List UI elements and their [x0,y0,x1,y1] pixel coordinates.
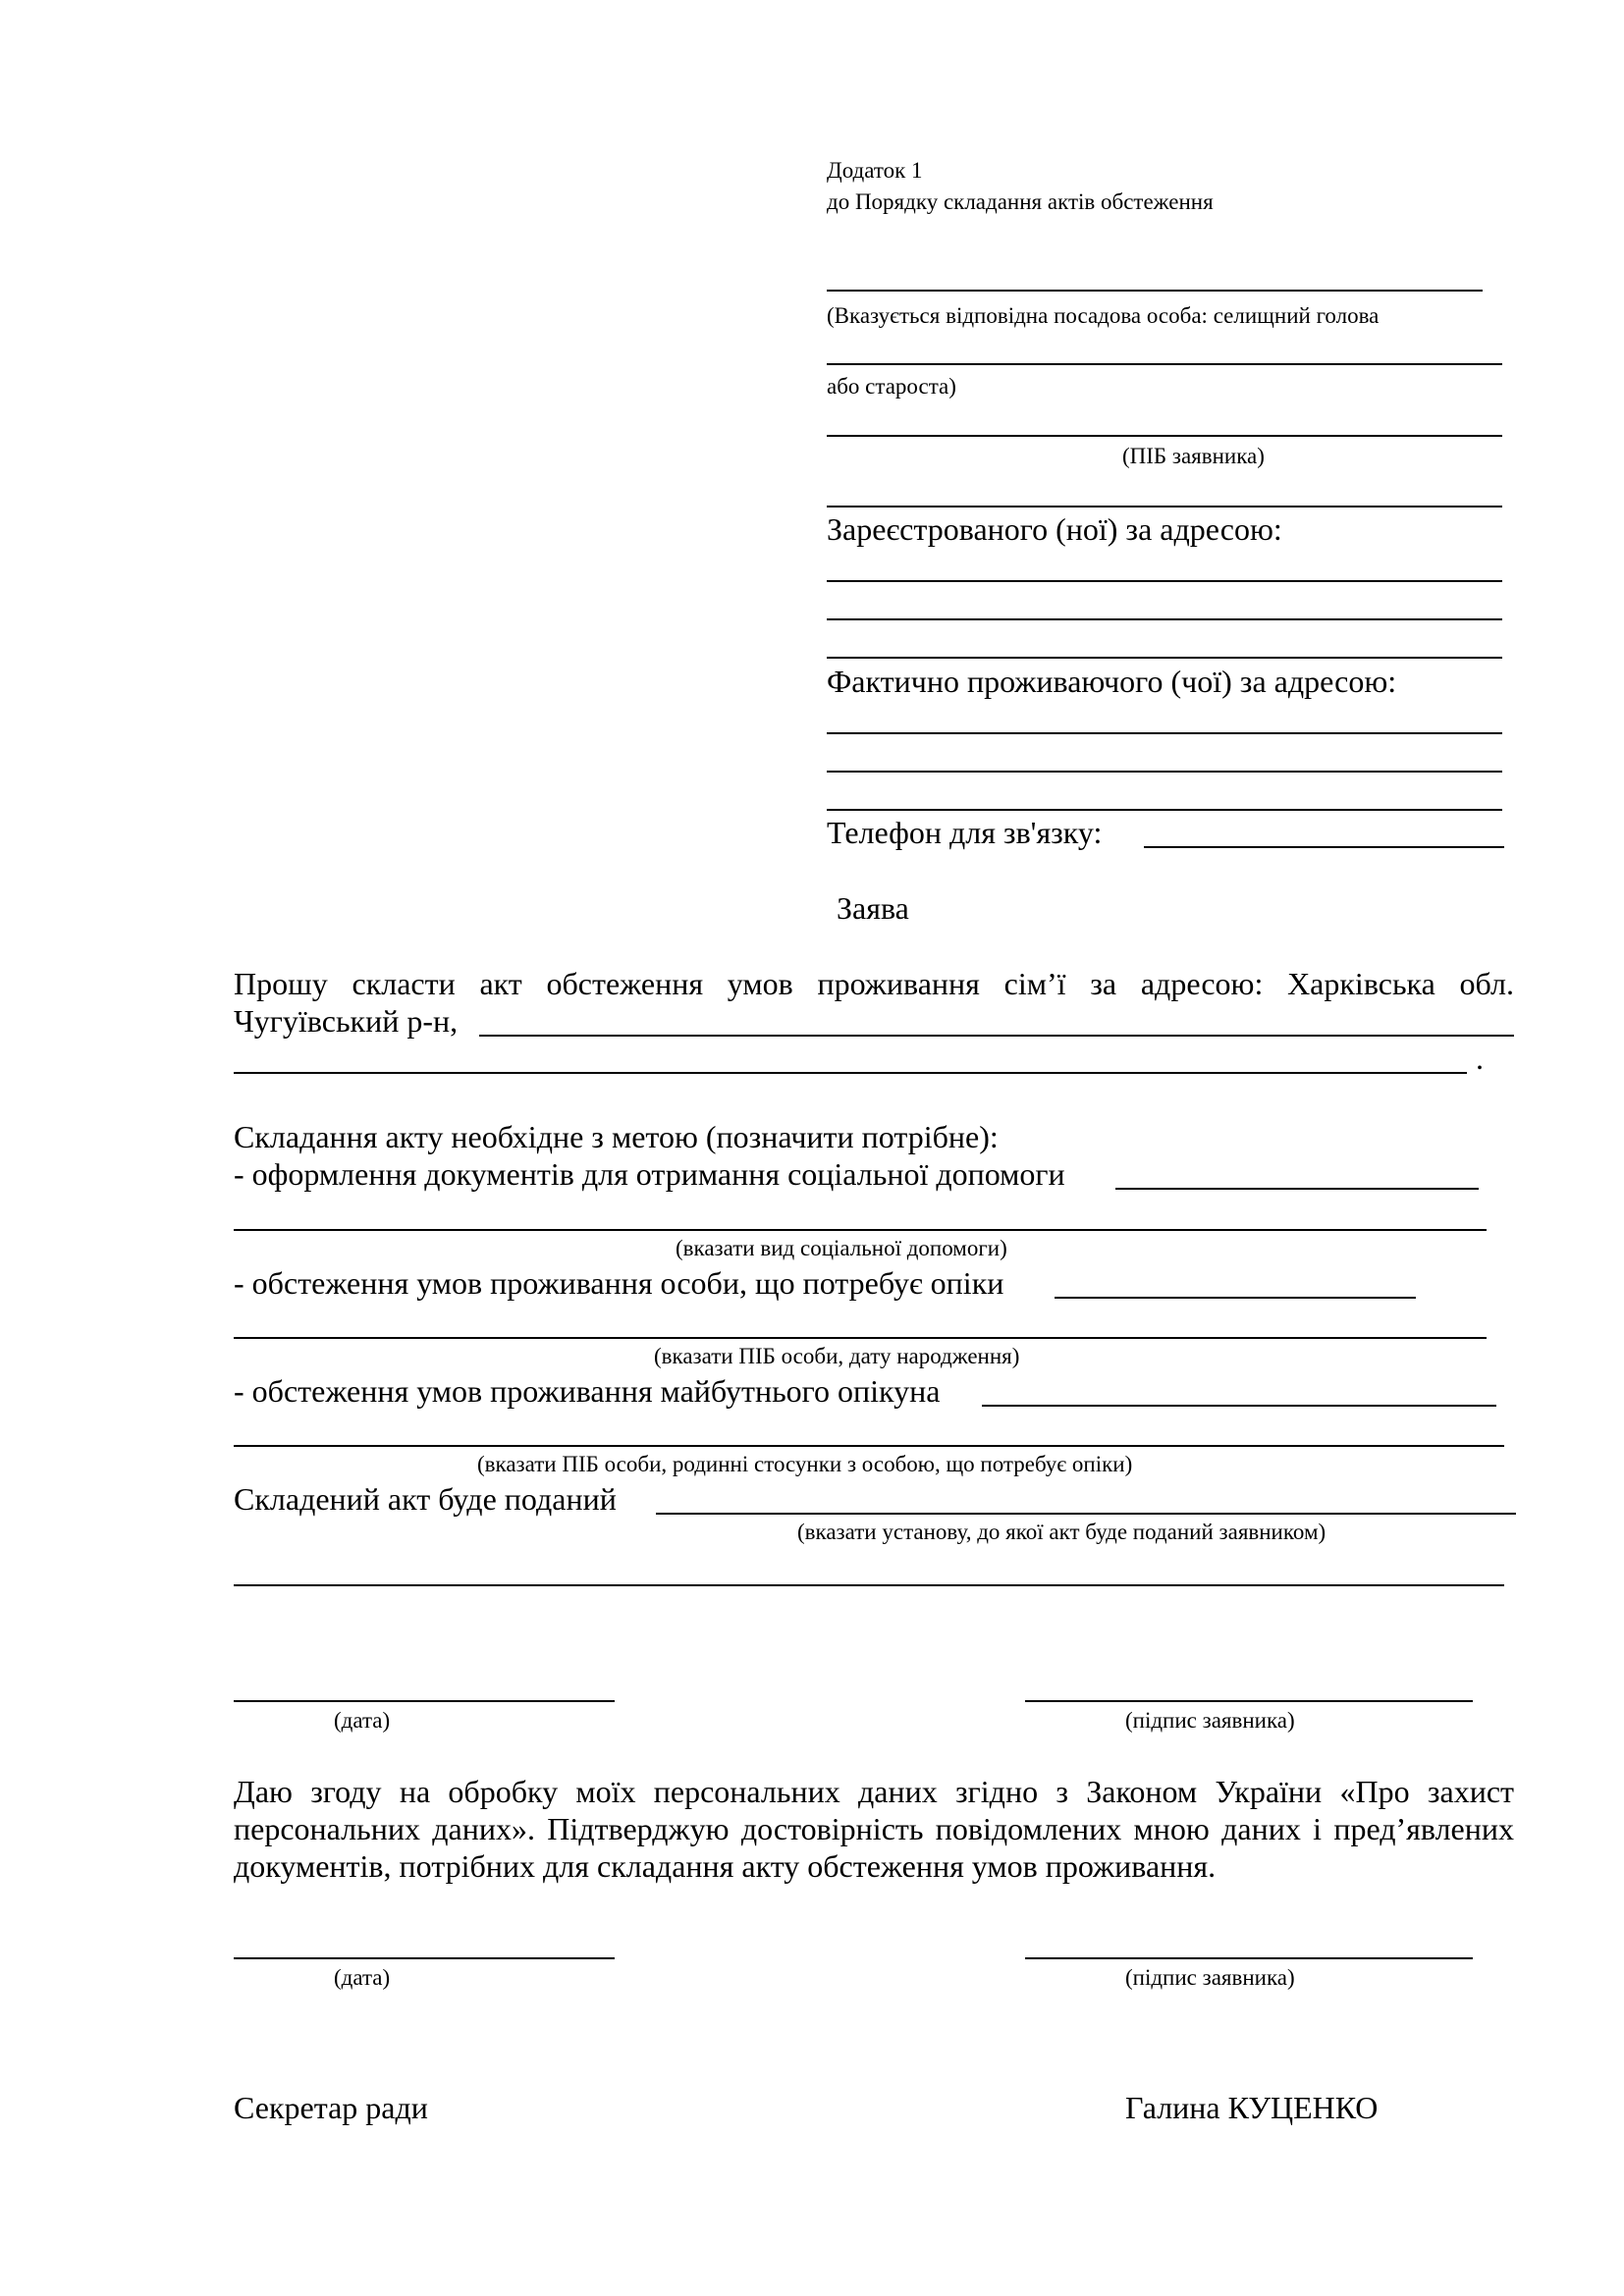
submitted-line-2[interactable] [234,1584,1504,1586]
ward-line-1[interactable] [1055,1297,1416,1299]
actual-address-label: Фактично проживаючого (чої) за адресою: [827,664,1397,699]
actual-address-line-3[interactable] [827,809,1502,811]
applicant-name-hint: (ПІБ заявника) [1122,444,1265,468]
purpose-intro: Складання акту необхідне з метою (позначити потрібне): [234,1119,999,1154]
request-text-2: Чугуївський р-н, [234,1003,459,1039]
ward-hint: (вказати ПІБ особи, дату народження) [654,1344,1020,1368]
purpose-option-social-aid: - оформлення документів для отримання соціальної допомоги [234,1156,1065,1192]
signature-line-1[interactable] [1025,1700,1473,1702]
guardian-hint: (вказати ПІБ особи, родинні стосунки з особою, що потребує опіки) [477,1452,1133,1476]
registered-address-line-1[interactable] [827,580,1502,582]
appendix-reference: до Порядку складання актів обстеження [827,189,1214,214]
official-hint-1: (Вказується відповідна посадова особа: селищний голова [827,303,1380,328]
date-line-2[interactable] [234,1957,615,1959]
applicant-name-line-2[interactable] [827,506,1502,507]
applicant-name-line[interactable] [827,435,1502,437]
secretary-name: Галина КУЦЕНКО [1125,2090,1379,2125]
social-aid-hint: (вказати вид соціальної допомоги) [676,1236,1007,1260]
date-line-1[interactable] [234,1700,615,1702]
request-address-line-2[interactable] [234,1072,1467,1074]
purpose-option-guardian: - обстеження умов проживання майбутнього опікуна [234,1373,941,1409]
registered-address-label: Зареєстрованого (ної) за адресою: [827,511,1282,547]
guardian-line-1[interactable] [982,1405,1496,1407]
request-end-dot: . [1476,1041,1484,1076]
official-hint-2: або староста) [827,374,956,399]
date-hint-1: (дата) [334,1708,391,1733]
request-text-1: Прошу скласти акт обстеження умов проживання сім’ї за адресою: Харківська обл. [234,966,1514,1001]
submitted-line-1[interactable] [656,1513,1516,1515]
ward-line-2[interactable] [234,1337,1487,1339]
signature-hint-2: (підпис заявника) [1125,1965,1295,1990]
consent-text: Даю згоду на обробку моїх персональних даних згідно з Законом України «Про захист персональних даних». Підтверджую достовірність повідомлених мною даних і пред’явлених документів, потрібних для складання акту обстеження умов проживання. [234,1774,1514,1884]
institution-hint: (вказати установу, до якої акт буде поданий заявником) [797,1520,1326,1544]
signature-line-2[interactable] [1025,1957,1473,1959]
submitted-label: Складений акт буде поданий [234,1481,617,1517]
registered-address-line-2[interactable] [827,618,1502,620]
signature-hint-1: (підпис заявника) [1125,1708,1295,1733]
appendix-title: Додаток 1 [827,158,923,183]
phone-line[interactable] [1144,846,1504,848]
guardian-line-2[interactable] [234,1445,1504,1447]
social-aid-line-2[interactable] [234,1229,1487,1231]
actual-address-line-1[interactable] [827,732,1502,734]
official-name-line-2[interactable] [827,363,1502,365]
request-address-line-1[interactable] [479,1035,1514,1037]
actual-address-line-2[interactable] [827,771,1502,773]
date-hint-2: (дата) [334,1965,391,1990]
purpose-option-ward: - обстеження умов проживання особи, що потребує опіки [234,1265,1004,1301]
phone-label: Телефон для зв'язку: [827,815,1103,850]
secretary-position: Секретар ради [234,2090,428,2125]
registered-address-line-3[interactable] [827,657,1502,659]
official-name-line[interactable] [827,290,1483,292]
social-aid-line-1[interactable] [1115,1188,1479,1190]
document-title: Заява [837,890,909,926]
